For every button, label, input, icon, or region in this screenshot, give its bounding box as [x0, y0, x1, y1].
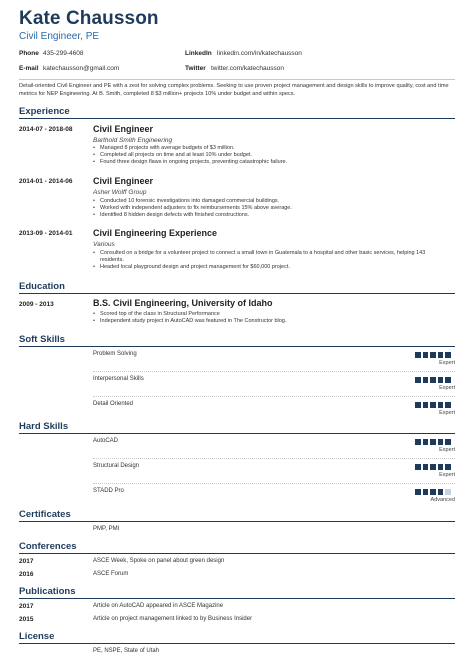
- rating-square-filled: [415, 464, 421, 470]
- conferences-heading: Conferences: [19, 541, 77, 552]
- rating-square-filled: [438, 439, 444, 445]
- rating-square-filled: [445, 402, 451, 408]
- twitter-label: Twitter: [185, 65, 206, 72]
- conference-2-text: ASCE Forum: [93, 571, 129, 577]
- experience-heading: Experience: [19, 106, 70, 117]
- rating-square-filled: [445, 439, 451, 445]
- job-3-bullets: [93, 250, 448, 272]
- skill-divider: [93, 396, 455, 397]
- resume-name: Kate Chausson: [19, 8, 159, 29]
- certificates-rule: [19, 521, 455, 522]
- skill-divider: [93, 483, 455, 484]
- email-label: E-mail: [19, 65, 39, 72]
- list-item: • Found three design flaws in ongoing projects, preventing catastrophic failure.: [93, 159, 448, 166]
- conference-2-year: 2016: [19, 571, 34, 578]
- job-3-title: Civil Engineering Experience: [93, 228, 218, 238]
- publication-1-year: 2017: [19, 603, 34, 610]
- soft-skill-rating: [415, 352, 451, 358]
- linkedin-value[interactable]: linkedin.com/in/katechausson: [217, 50, 302, 57]
- hard-skill-rating: [415, 439, 451, 445]
- publication-2-year: 2015: [19, 616, 34, 623]
- job-3-dates: 2013-09 - 2014-01: [19, 230, 73, 237]
- soft-skills-heading: Soft Skills: [19, 334, 65, 345]
- license-heading: License: [19, 631, 55, 642]
- education-degree: B.S. Civil Engineering, University of Idaho: [93, 298, 273, 308]
- rating-square-filled: [415, 439, 421, 445]
- education-rule: [19, 293, 455, 294]
- rating-square-filled: [423, 377, 429, 383]
- soft-skill-name: Detail Oriented: [93, 401, 134, 407]
- list-item: • Identified 8 hidden design defects with finished constructions.: [93, 212, 448, 219]
- soft-skills-rule: [19, 346, 455, 347]
- soft-skill-rating: [415, 402, 451, 408]
- hard-skill-name: AutoCAD: [93, 438, 119, 444]
- skill-divider: [93, 371, 455, 372]
- hard-skill-name: Structural Design: [93, 463, 140, 469]
- rating-square-filled: [415, 352, 421, 358]
- rating-square-filled: [430, 352, 436, 358]
- rating-square-filled: [415, 489, 421, 495]
- rating-square-filled: [430, 377, 436, 383]
- conferences-rule: [19, 553, 455, 554]
- hard-skills-rule: [19, 433, 455, 434]
- rating-square-filled: [430, 489, 436, 495]
- certificates-heading: Certificates: [19, 509, 71, 520]
- rating-square-filled: [430, 402, 436, 408]
- rating-square-filled: [438, 464, 444, 470]
- soft-skill-rating: [415, 377, 451, 383]
- license-rule: [19, 643, 455, 644]
- soft-skill-level: Expert: [439, 385, 455, 391]
- education-heading: Education: [19, 281, 65, 292]
- list-item: • Consulted on a bridge for a volunteer project to connect a small town in Guatemala to a hospital and other basic services, helping 143 residents.: [93, 250, 448, 264]
- job-2-title: Civil Engineer: [93, 176, 154, 186]
- job-2-dates: 2014-01 - 2014-06: [19, 178, 73, 185]
- job-1-title: Civil Engineer: [93, 124, 154, 134]
- rating-square-filled: [438, 377, 444, 383]
- skill-divider: [93, 458, 455, 459]
- list-item: • Completed all projects on time and at least 10% under budget.: [93, 152, 448, 159]
- rating-square-filled: [415, 377, 421, 383]
- rating-square-filled: [438, 489, 444, 495]
- rating-square-filled: [415, 402, 421, 408]
- phone-value: 435-299-4608: [43, 50, 84, 57]
- phone-label: Phone: [19, 50, 39, 57]
- job-1-bullets: [93, 145, 448, 167]
- rating-square-filled: [445, 464, 451, 470]
- twitter-value[interactable]: twitter.com/katechausson: [211, 65, 284, 72]
- job-1-dates: 2014-07 - 2018-08: [19, 126, 73, 133]
- list-item: • Worked with independent adjusters to fix reimbursements 15% above average.: [93, 205, 448, 212]
- soft-skill-level: Expert: [439, 410, 455, 416]
- hard-skill-name: STADD Pro: [93, 488, 124, 494]
- list-item: • Headed local playground design and project management for $60,000 project.: [93, 264, 448, 271]
- hard-skill-level: Expert: [439, 472, 455, 478]
- soft-skill-name: Interpersonal Skills: [93, 376, 144, 382]
- rating-square-filled: [445, 377, 451, 383]
- education-dates: 2009 - 2013: [19, 301, 54, 308]
- publication-2-text: Article on project management linked to by Business Insider: [93, 616, 253, 622]
- education-bullets: [93, 311, 448, 325]
- list-item: • Independent study project in AutoCAD was featured in The Constructor blog.: [93, 318, 448, 325]
- rating-square-filled: [423, 489, 429, 495]
- soft-skill-level: Expert: [439, 360, 455, 366]
- list-item: • Scored top of the class in Structural Performance: [93, 311, 448, 318]
- job-1-company: Barthold Smith Engineering: [93, 137, 173, 144]
- hard-skill-rating: [415, 489, 451, 495]
- summary-text: Detail-oriented Civil Engineer and PE with a zest for solving complex problems. Seeking to use proven project management and design skills to improve quality, cost and time metrics for NEP Engineering. At B. Smith, completed 8 $3 million+ projects 10% under budget and within specs.: [19, 83, 449, 97]
- rating-square-filled: [423, 439, 429, 445]
- rating-square-filled: [430, 439, 436, 445]
- soft-skill-name: Problem Solving: [93, 351, 137, 357]
- list-item: • Conducted 10 forensic investigations into damaged commercial buildings.: [93, 198, 448, 205]
- linkedin-label: LinkedIn: [185, 50, 212, 57]
- rating-square-filled: [423, 464, 429, 470]
- rating-square-empty: [445, 489, 451, 495]
- hard-skill-level: Advanced: [430, 497, 455, 503]
- license-text: PE, NSPE, State of Utah: [93, 648, 160, 654]
- conference-1-text: ASCE Week, Spoke on panel about green design: [93, 558, 225, 564]
- rating-square-filled: [423, 352, 429, 358]
- rating-square-filled: [438, 352, 444, 358]
- certificates-text: PMP, PMI: [93, 526, 120, 532]
- publication-1-text: Article on AutoCAD appeared in ASCE Magazine: [93, 603, 224, 609]
- rating-square-filled: [423, 402, 429, 408]
- hard-skill-level: Expert: [439, 447, 455, 453]
- header-divider: [19, 79, 455, 80]
- job-3-company: Various: [93, 241, 115, 248]
- hard-skills-heading: Hard Skills: [19, 421, 69, 432]
- conference-1-year: 2017: [19, 558, 34, 565]
- resume-title: Civil Engineer, PE: [19, 31, 100, 42]
- email-value[interactable]: katechausson@gmail.com: [43, 65, 120, 72]
- hard-skill-rating: [415, 464, 451, 470]
- rating-square-filled: [430, 464, 436, 470]
- list-item: • Managed 8 projects with average budgets of $3 million.: [93, 145, 448, 152]
- job-2-company: Asher Wolff Group: [93, 189, 147, 196]
- rating-square-filled: [438, 402, 444, 408]
- publications-heading: Publications: [19, 586, 76, 597]
- job-2-bullets: [93, 198, 448, 220]
- experience-rule: [19, 118, 455, 119]
- publications-rule: [19, 598, 455, 599]
- rating-square-filled: [445, 352, 451, 358]
